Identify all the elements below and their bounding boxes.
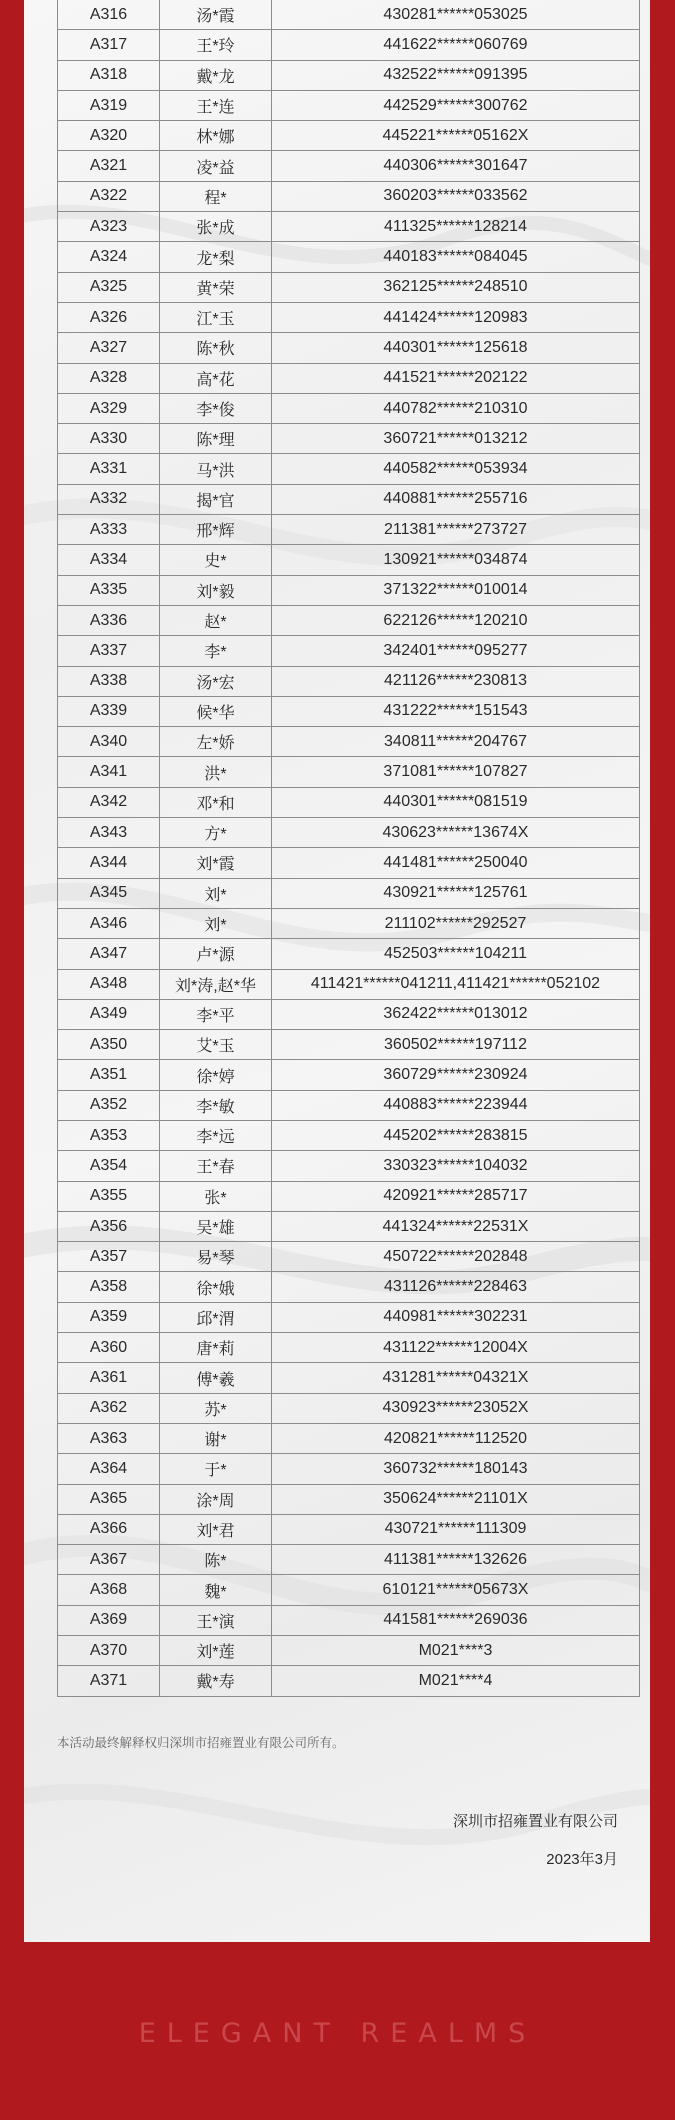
row-name: 苏* bbox=[160, 1393, 272, 1423]
table-row bbox=[58, 1030, 640, 1060]
table-row bbox=[58, 545, 640, 575]
row-id-number: 441622******060769 bbox=[272, 30, 640, 60]
row-id-number: 440782******210310 bbox=[272, 393, 640, 423]
row-id-number: 211381******273727 bbox=[272, 515, 640, 545]
row-name: 汤*霞 bbox=[160, 0, 272, 30]
row-id-number: 440881******255716 bbox=[272, 484, 640, 514]
row-name: 刘* bbox=[160, 908, 272, 938]
row-name: 刘*霞 bbox=[160, 848, 272, 878]
row-name: 卢*源 bbox=[160, 939, 272, 969]
row-name: 李*俊 bbox=[160, 393, 272, 423]
row-number: A348 bbox=[58, 969, 160, 999]
row-name: 谢* bbox=[160, 1423, 272, 1453]
row-id-number: 450722******202848 bbox=[272, 1242, 640, 1272]
row-id-number: 211102******292527 bbox=[272, 908, 640, 938]
row-name: 揭*官 bbox=[160, 484, 272, 514]
row-number: A335 bbox=[58, 575, 160, 605]
table-row bbox=[58, 363, 640, 393]
row-name: 王*演 bbox=[160, 1605, 272, 1635]
row-number: A316 bbox=[58, 0, 160, 30]
row-name: 戴*龙 bbox=[160, 60, 272, 90]
row-id-number: 432522******091395 bbox=[272, 60, 640, 90]
footer-brand: ELEGANT REALMS bbox=[138, 2018, 537, 2049]
row-number: A330 bbox=[58, 424, 160, 454]
row-name: 唐*莉 bbox=[160, 1333, 272, 1363]
row-name: 黄*荣 bbox=[160, 272, 272, 302]
row-id-number: 610121******05673X bbox=[272, 1575, 640, 1605]
content-card bbox=[24, 0, 650, 1942]
row-id-number: 362422******013012 bbox=[272, 999, 640, 1029]
row-name: 张* bbox=[160, 1181, 272, 1211]
row-id-number: M021****4 bbox=[272, 1666, 640, 1696]
row-id-number: 440301******081519 bbox=[272, 787, 640, 817]
row-name: 史* bbox=[160, 545, 272, 575]
row-name: 马*洪 bbox=[160, 454, 272, 484]
row-number: A341 bbox=[58, 757, 160, 787]
table-row bbox=[58, 666, 640, 696]
row-name: 李*敏 bbox=[160, 1090, 272, 1120]
row-number: A323 bbox=[58, 212, 160, 242]
row-number: A349 bbox=[58, 999, 160, 1029]
table-row bbox=[58, 757, 640, 787]
row-name: 江*玉 bbox=[160, 302, 272, 332]
row-number: A343 bbox=[58, 818, 160, 848]
row-number: A360 bbox=[58, 1333, 160, 1363]
row-name: 戴*寿 bbox=[160, 1666, 272, 1696]
table-row bbox=[58, 1605, 640, 1635]
row-name: 李*平 bbox=[160, 999, 272, 1029]
table-row bbox=[58, 1575, 640, 1605]
table-row bbox=[58, 969, 640, 999]
row-id-number: 430923******23052X bbox=[272, 1393, 640, 1423]
winner-table bbox=[57, 0, 640, 1697]
row-id-number: 360502******197112 bbox=[272, 1030, 640, 1060]
row-number: A318 bbox=[58, 60, 160, 90]
row-number: A334 bbox=[58, 545, 160, 575]
table-row bbox=[58, 818, 640, 848]
row-id-number: 622126******120210 bbox=[272, 605, 640, 635]
row-name: 刘*君 bbox=[160, 1514, 272, 1544]
row-name: 邱*渭 bbox=[160, 1302, 272, 1332]
table-row bbox=[58, 1545, 640, 1575]
row-name: 陈*理 bbox=[160, 424, 272, 454]
row-id-number: 360721******013212 bbox=[272, 424, 640, 454]
table-row bbox=[58, 181, 640, 211]
row-name: 林*娜 bbox=[160, 121, 272, 151]
row-id-number: 445221******05162X bbox=[272, 121, 640, 151]
row-number: A346 bbox=[58, 908, 160, 938]
table-row bbox=[58, 1181, 640, 1211]
row-number: A340 bbox=[58, 727, 160, 757]
row-number: A368 bbox=[58, 1575, 160, 1605]
row-number: A370 bbox=[58, 1636, 160, 1666]
row-id-number: 440183******084045 bbox=[272, 242, 640, 272]
table-row bbox=[58, 1514, 640, 1544]
row-number: A353 bbox=[58, 1120, 160, 1150]
row-name: 徐*婷 bbox=[160, 1060, 272, 1090]
row-name: 洪* bbox=[160, 757, 272, 787]
row-name: 陈*秋 bbox=[160, 333, 272, 363]
row-number: A358 bbox=[58, 1272, 160, 1302]
row-name: 汤*宏 bbox=[160, 666, 272, 696]
table-row bbox=[58, 999, 640, 1029]
row-number: A355 bbox=[58, 1181, 160, 1211]
row-name: 吴*雄 bbox=[160, 1211, 272, 1241]
row-number: A324 bbox=[58, 242, 160, 272]
table-row bbox=[58, 121, 640, 151]
company-name: 深圳市招雍置业有限公司 bbox=[452, 1813, 618, 1830]
row-number: A333 bbox=[58, 515, 160, 545]
row-name: 刘*涛,赵*华 bbox=[160, 969, 272, 999]
row-number: A366 bbox=[58, 1514, 160, 1544]
row-name: 刘*莲 bbox=[160, 1636, 272, 1666]
row-id-number: 430721******111309 bbox=[272, 1514, 640, 1544]
row-name: 刘* bbox=[160, 878, 272, 908]
row-id-number: 420921******285717 bbox=[272, 1181, 640, 1211]
row-id-number: 431122******12004X bbox=[272, 1333, 640, 1363]
row-id-number: 441324******22531X bbox=[272, 1211, 640, 1241]
table-row bbox=[58, 424, 640, 454]
row-number: A364 bbox=[58, 1454, 160, 1484]
row-number: A356 bbox=[58, 1211, 160, 1241]
row-number: A344 bbox=[58, 848, 160, 878]
table-row bbox=[58, 333, 640, 363]
row-number: A331 bbox=[58, 454, 160, 484]
table-row bbox=[58, 575, 640, 605]
row-id-number: 441481******250040 bbox=[272, 848, 640, 878]
row-number: A332 bbox=[58, 484, 160, 514]
row-id-number: 420821******112520 bbox=[272, 1423, 640, 1453]
row-id-number: 371322******010014 bbox=[272, 575, 640, 605]
row-name: 李*远 bbox=[160, 1120, 272, 1150]
table-row bbox=[58, 1636, 640, 1666]
row-name: 艾*玉 bbox=[160, 1030, 272, 1060]
table-row bbox=[58, 1454, 640, 1484]
row-name: 魏* bbox=[160, 1575, 272, 1605]
row-number: A351 bbox=[58, 1060, 160, 1090]
row-number: A371 bbox=[58, 1666, 160, 1696]
row-id-number: 330323******104032 bbox=[272, 1151, 640, 1181]
row-id-number: 441521******202122 bbox=[272, 363, 640, 393]
row-number: A363 bbox=[58, 1423, 160, 1453]
table-row bbox=[58, 272, 640, 302]
table-row bbox=[58, 1666, 640, 1696]
row-number: A345 bbox=[58, 878, 160, 908]
table-row bbox=[58, 1302, 640, 1332]
table-row bbox=[58, 878, 640, 908]
row-id-number: 440883******223944 bbox=[272, 1090, 640, 1120]
row-name: 陈* bbox=[160, 1545, 272, 1575]
table-row bbox=[58, 1484, 640, 1514]
row-number: A342 bbox=[58, 787, 160, 817]
row-name: 龙*梨 bbox=[160, 242, 272, 272]
table-row bbox=[58, 1393, 640, 1423]
table-row bbox=[58, 0, 640, 30]
row-id-number: 431281******04321X bbox=[272, 1363, 640, 1393]
table-row bbox=[58, 787, 640, 817]
row-name: 王*玲 bbox=[160, 30, 272, 60]
row-name: 候*华 bbox=[160, 696, 272, 726]
row-id-number: 371081******107827 bbox=[272, 757, 640, 787]
row-id-number: 431222******151543 bbox=[272, 696, 640, 726]
row-id-number: 440301******125618 bbox=[272, 333, 640, 363]
row-number: A329 bbox=[58, 393, 160, 423]
row-number: A359 bbox=[58, 1302, 160, 1332]
table-row bbox=[58, 454, 640, 484]
table-row bbox=[58, 515, 640, 545]
row-number: A352 bbox=[58, 1090, 160, 1120]
table-row bbox=[58, 1333, 640, 1363]
row-id-number: 411381******132626 bbox=[272, 1545, 640, 1575]
row-name: 程* bbox=[160, 181, 272, 211]
table-row bbox=[58, 90, 640, 120]
row-number: A328 bbox=[58, 363, 160, 393]
table-row bbox=[58, 1211, 640, 1241]
row-name: 李* bbox=[160, 636, 272, 666]
row-name: 张*成 bbox=[160, 212, 272, 242]
table-row bbox=[58, 636, 640, 666]
row-id-number: 360732******180143 bbox=[272, 1454, 640, 1484]
row-id-number: 430921******125761 bbox=[272, 878, 640, 908]
row-id-number: 411325******128214 bbox=[272, 212, 640, 242]
row-name: 凌*益 bbox=[160, 151, 272, 181]
row-id-number: 431126******228463 bbox=[272, 1272, 640, 1302]
table-row bbox=[58, 1090, 640, 1120]
row-id-number: 430623******13674X bbox=[272, 818, 640, 848]
row-id-number: 440306******301647 bbox=[272, 151, 640, 181]
row-number: A317 bbox=[58, 30, 160, 60]
row-number: A337 bbox=[58, 636, 160, 666]
table-row bbox=[58, 60, 640, 90]
row-id-number: M021****3 bbox=[272, 1636, 640, 1666]
table-row bbox=[58, 242, 640, 272]
row-id-number: 360729******230924 bbox=[272, 1060, 640, 1090]
issue-date: 2023年3月 bbox=[546, 1851, 618, 1868]
row-number: A347 bbox=[58, 939, 160, 969]
row-number: A369 bbox=[58, 1605, 160, 1635]
table-row bbox=[58, 939, 640, 969]
table-row bbox=[58, 1242, 640, 1272]
table-row bbox=[58, 1060, 640, 1090]
row-name: 邓*和 bbox=[160, 787, 272, 817]
winner-table-body bbox=[58, 0, 640, 1696]
row-number: A367 bbox=[58, 1545, 160, 1575]
row-id-number: 421126******230813 bbox=[272, 666, 640, 696]
row-name: 于* bbox=[160, 1454, 272, 1484]
row-id-number: 445202******283815 bbox=[272, 1120, 640, 1150]
row-name: 刘*毅 bbox=[160, 575, 272, 605]
row-number: A321 bbox=[58, 151, 160, 181]
row-number: A327 bbox=[58, 333, 160, 363]
table-row bbox=[58, 848, 640, 878]
row-number: A361 bbox=[58, 1363, 160, 1393]
row-id-number: 360203******033562 bbox=[272, 181, 640, 211]
row-name: 王*春 bbox=[160, 1151, 272, 1181]
row-name: 傅*羲 bbox=[160, 1363, 272, 1393]
table-row bbox=[58, 1151, 640, 1181]
table-row bbox=[58, 605, 640, 635]
row-name: 赵* bbox=[160, 605, 272, 635]
row-number: A357 bbox=[58, 1242, 160, 1272]
table-row bbox=[58, 30, 640, 60]
row-id-number: 440981******302231 bbox=[272, 1302, 640, 1332]
disclaimer-note: 本活动最终解释权归深圳市招雍置业有限公司所有。 bbox=[57, 1736, 345, 1750]
row-id-number: 411421******041211,411421******052102 bbox=[272, 969, 640, 999]
row-number: A354 bbox=[58, 1151, 160, 1181]
row-id-number: 130921******034874 bbox=[272, 545, 640, 575]
table-row bbox=[58, 1120, 640, 1150]
row-number: A326 bbox=[58, 302, 160, 332]
row-id-number: 430281******053025 bbox=[272, 0, 640, 30]
row-id-number: 350624******21101X bbox=[272, 1484, 640, 1514]
table-row bbox=[58, 484, 640, 514]
row-id-number: 342401******095277 bbox=[272, 636, 640, 666]
table-row bbox=[58, 727, 640, 757]
table-row bbox=[58, 1272, 640, 1302]
row-id-number: 452503******104211 bbox=[272, 939, 640, 969]
table-row bbox=[58, 696, 640, 726]
row-id-number: 441581******269036 bbox=[272, 1605, 640, 1635]
row-id-number: 440582******053934 bbox=[272, 454, 640, 484]
row-number: A365 bbox=[58, 1484, 160, 1514]
row-number: A325 bbox=[58, 272, 160, 302]
row-name: 方* bbox=[160, 818, 272, 848]
row-id-number: 340811******204767 bbox=[272, 727, 640, 757]
row-name: 左*娇 bbox=[160, 727, 272, 757]
row-name: 王*连 bbox=[160, 90, 272, 120]
row-number: A362 bbox=[58, 1393, 160, 1423]
row-id-number: 362125******248510 bbox=[272, 272, 640, 302]
row-number: A350 bbox=[58, 1030, 160, 1060]
row-number: A319 bbox=[58, 90, 160, 120]
row-number: A338 bbox=[58, 666, 160, 696]
row-name: 徐*娥 bbox=[160, 1272, 272, 1302]
row-number: A322 bbox=[58, 181, 160, 211]
table-row bbox=[58, 908, 640, 938]
row-name: 易*琴 bbox=[160, 1242, 272, 1272]
table-row bbox=[58, 1363, 640, 1393]
table-row bbox=[58, 212, 640, 242]
table-row bbox=[58, 151, 640, 181]
row-id-number: 441424******120983 bbox=[272, 302, 640, 332]
row-name: 邢*辉 bbox=[160, 515, 272, 545]
row-name: 涂*周 bbox=[160, 1484, 272, 1514]
table-row bbox=[58, 1423, 640, 1453]
table-row bbox=[58, 302, 640, 332]
row-id-number: 442529******300762 bbox=[272, 90, 640, 120]
row-number: A336 bbox=[58, 605, 160, 635]
row-number: A339 bbox=[58, 696, 160, 726]
row-number: A320 bbox=[58, 121, 160, 151]
table-row bbox=[58, 393, 640, 423]
row-name: 高*花 bbox=[160, 363, 272, 393]
